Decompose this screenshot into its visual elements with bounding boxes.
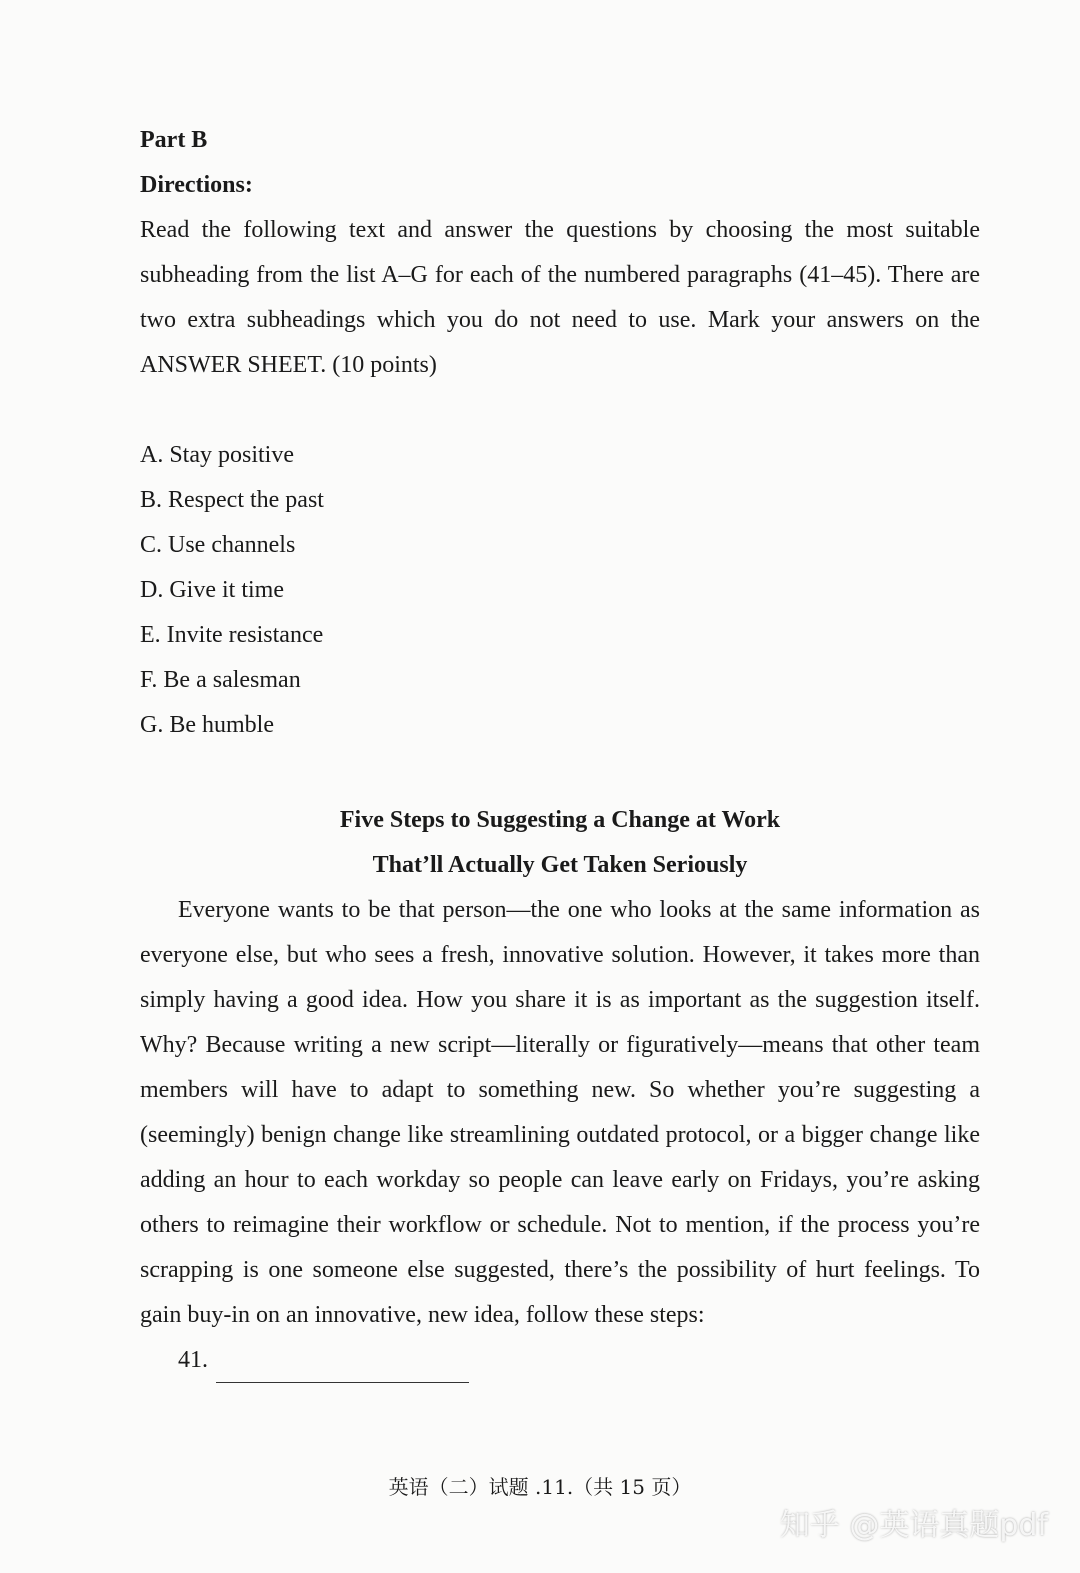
option-d: D. Give it time <box>140 577 284 603</box>
article-title-line-2: That’ll Actually Get Taken Seriously <box>372 852 748 878</box>
option-e: E. Invite resistance <box>140 622 324 648</box>
part-title: Part B <box>140 127 208 153</box>
directions-text: Read the following text and answer the questions by choosing the most suitable subheading from the list A–G for each of the numbered paragraphs (41–45). There are two extra subheadings which you do not need to use. Mark your answers on the ANSWER SHEET. (10 points) <box>140 217 980 378</box>
exam-page <box>140 118 980 1383</box>
page-footer: 英语（二）试题 .11.（共 15 页） <box>388 1475 692 1499</box>
option-g: G. Be humble <box>140 712 274 738</box>
option-f: F. Be a salesman <box>140 667 301 693</box>
article-paragraph: Everyone wants to be that person—the one who looks at the same information as everyone else, but who sees a fresh, innovative solution. However, it takes more than simply having a good idea. How you share it is as important as the suggestion itself. Why? Because writing a new script—literally or figuratively—means that other team members will have to adapt to something new. So whether you’re suggesting a (seemingly) benign change like streamlining outdated protocol, or a bigger change like adding an hour to each workday so people can leave early on Fridays, you’re asking others to reimagine their workflow or schedule. Not to mention, if the process you’re scrapping is one someone else suggested, there’s the possibility of hurt feelings. To gain buy-in on an innovative, new idea, follow these steps: <box>140 897 980 1328</box>
question-41-slot <box>178 1338 980 1383</box>
article-title <box>140 798 980 888</box>
article-title-line-1: Five Steps to Suggesting a Change at Work <box>339 807 781 833</box>
subheading-options <box>140 433 980 748</box>
answer-blank <box>216 1348 469 1383</box>
directions-label: Directions: <box>140 172 253 198</box>
option-c: C. Use channels <box>140 532 296 558</box>
watermark: 知乎 @英语真题pdf <box>779 1508 1048 1543</box>
question-number: 41. <box>178 1347 208 1373</box>
option-b: B. Respect the past <box>140 487 324 513</box>
option-a: A. Stay positive <box>140 442 294 468</box>
